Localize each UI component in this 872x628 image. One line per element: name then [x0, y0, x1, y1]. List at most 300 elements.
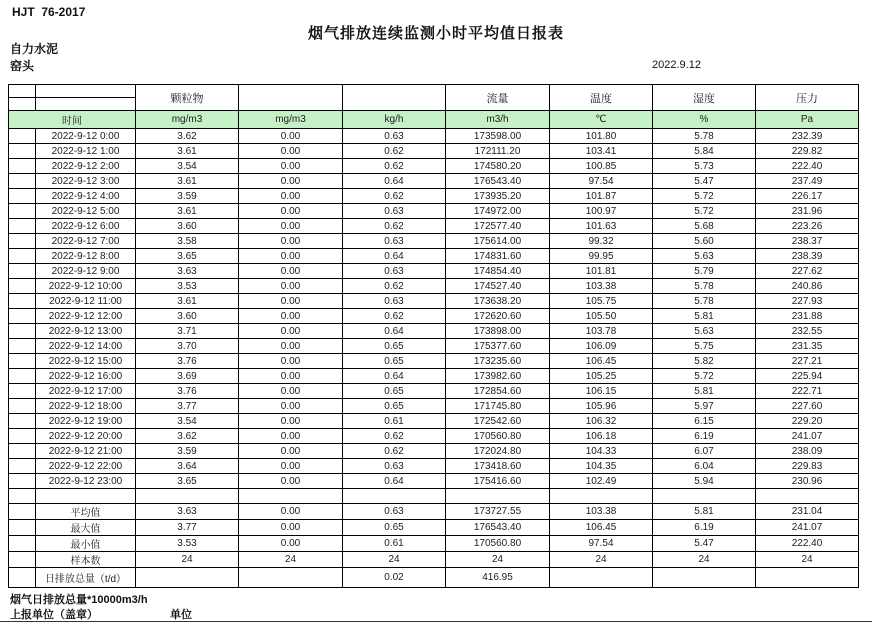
- table-row: [9, 474, 859, 489]
- cell-value: 172542.60: [446, 414, 550, 429]
- cell-value: 416.95: [446, 568, 550, 588]
- cell-value: 223.26: [756, 219, 859, 234]
- cell-value: 174527.40: [446, 279, 550, 294]
- cell-value: 3.71: [136, 324, 239, 339]
- cell-time: 2022-9-12 3:00: [36, 174, 136, 189]
- cell-time: 2022-9-12 16:00: [36, 369, 136, 384]
- cell-value: [239, 568, 343, 588]
- cell-value: 106.32: [550, 414, 653, 429]
- cell-value: 5.81: [653, 384, 756, 399]
- cell-value: 238.39: [756, 249, 859, 264]
- cell-value: 24: [239, 552, 343, 568]
- cell-value: 106.09: [550, 339, 653, 354]
- cell-value: 3.61: [136, 144, 239, 159]
- spacer-cell: [9, 294, 36, 309]
- table-row: [9, 399, 859, 414]
- summary-row: [9, 504, 859, 520]
- table-row: [9, 339, 859, 354]
- cell-value: 231.88: [756, 309, 859, 324]
- cell-value: 0.00: [239, 219, 343, 234]
- cell-value: 104.35: [550, 459, 653, 474]
- cell-value: 174580.20: [446, 159, 550, 174]
- cell-value: 0.00: [239, 234, 343, 249]
- cell-value: 5.94: [653, 474, 756, 489]
- table-row: [9, 459, 859, 474]
- cell-value: 172111.20: [446, 144, 550, 159]
- cell-value: 5.60: [653, 234, 756, 249]
- cell-value: 5.47: [653, 536, 756, 552]
- cell-value: 174972.00: [446, 204, 550, 219]
- cell-value: 170560.80: [446, 536, 550, 552]
- col-header-blank1: [239, 85, 343, 111]
- cell-value: 5.73: [653, 159, 756, 174]
- cell-value: 0.00: [239, 474, 343, 489]
- cell-value: 0.63: [343, 234, 446, 249]
- cell-value: 232.55: [756, 324, 859, 339]
- table-row: [9, 429, 859, 444]
- cell-value: 172577.40: [446, 219, 550, 234]
- table-row: [9, 189, 859, 204]
- cell-value: 5.75: [653, 339, 756, 354]
- cell-value: 3.58: [136, 234, 239, 249]
- summary-label: 平均值: [36, 504, 136, 520]
- spacer-cell: [9, 414, 36, 429]
- cell-time: 2022-9-12 21:00: [36, 444, 136, 459]
- cell-value: 173727.55: [446, 504, 550, 520]
- cell-value: 173935.20: [446, 189, 550, 204]
- cell-value: 5.63: [653, 249, 756, 264]
- spacer-cell: [9, 399, 36, 414]
- cell-value: 0.00: [239, 129, 343, 144]
- cell-time: 2022-9-12 8:00: [36, 249, 136, 264]
- cell-value: 0.65: [343, 520, 446, 536]
- empty-cell: [36, 489, 136, 504]
- cell-value: 0.64: [343, 324, 446, 339]
- empty-cell: [9, 489, 36, 504]
- unit-cell: m3/h: [446, 111, 550, 129]
- cell-value: 24: [136, 552, 239, 568]
- cell-value: 106.45: [550, 354, 653, 369]
- cell-value: 5.72: [653, 204, 756, 219]
- cell-value: 3.65: [136, 474, 239, 489]
- cell-value: 0.00: [239, 459, 343, 474]
- table-row: [9, 159, 859, 174]
- cell-value: 3.59: [136, 189, 239, 204]
- spacer-cell: [9, 159, 36, 174]
- cell-value: 5.84: [653, 144, 756, 159]
- spacer-cell: [9, 568, 36, 588]
- cell-value: 173598.00: [446, 129, 550, 144]
- cell-value: 0.00: [239, 174, 343, 189]
- table-row: [9, 324, 859, 339]
- cell-time: 2022-9-12 14:00: [36, 339, 136, 354]
- summary-row: [9, 568, 859, 588]
- cell-value: 227.62: [756, 264, 859, 279]
- table-row: [9, 174, 859, 189]
- spacer-cell: [9, 504, 36, 520]
- cell-value: 106.15: [550, 384, 653, 399]
- summary-row: [9, 552, 859, 568]
- cell-value: 5.63: [653, 324, 756, 339]
- spacer-cell: [9, 189, 36, 204]
- standard-code: HJT 76-2017: [12, 5, 86, 19]
- cell-value: 3.61: [136, 204, 239, 219]
- cell-value: [136, 568, 239, 588]
- table-row: [9, 279, 859, 294]
- unit-label: 单位: [170, 609, 192, 621]
- cell-value: 101.87: [550, 189, 653, 204]
- cell-time: 2022-9-12 15:00: [36, 354, 136, 369]
- cell-value: 0.63: [343, 504, 446, 520]
- cell-value: 5.68: [653, 219, 756, 234]
- cell-value: 6.19: [653, 520, 756, 536]
- col-header-temperature: 温度: [550, 85, 653, 111]
- cell-value: 172620.60: [446, 309, 550, 324]
- empty-cell: [653, 489, 756, 504]
- cell-value: 176543.40: [446, 520, 550, 536]
- cell-time: 2022-9-12 12:00: [36, 309, 136, 324]
- cell-value: 0.00: [239, 159, 343, 174]
- cell-value: 173418.60: [446, 459, 550, 474]
- cell-value: 3.60: [136, 219, 239, 234]
- cell-time: 2022-9-12 7:00: [36, 234, 136, 249]
- summary-label: 样本数: [36, 552, 136, 568]
- spacer-cell: [9, 219, 36, 234]
- cell-time: 2022-9-12 9:00: [36, 264, 136, 279]
- cell-value: 232.39: [756, 129, 859, 144]
- cell-value: 3.63: [136, 264, 239, 279]
- empty-cell: [550, 489, 653, 504]
- cell-value: 104.33: [550, 444, 653, 459]
- cell-value: 231.04: [756, 504, 859, 520]
- cell-value: [550, 568, 653, 588]
- header-blank-cell: [36, 98, 136, 111]
- summary-label: 最小值: [36, 536, 136, 552]
- empty-cell: [343, 489, 446, 504]
- cell-value: 0.64: [343, 369, 446, 384]
- spacer-cell: [9, 429, 36, 444]
- cell-time: 2022-9-12 2:00: [36, 159, 136, 174]
- cell-time: 2022-9-12 5:00: [36, 204, 136, 219]
- cell-value: 0.00: [239, 279, 343, 294]
- cell-value: 24: [343, 552, 446, 568]
- cell-value: 0.00: [239, 384, 343, 399]
- cell-value: 0.62: [343, 444, 446, 459]
- cell-value: 171745.80: [446, 399, 550, 414]
- cell-value: 229.83: [756, 459, 859, 474]
- cell-value: 3.62: [136, 429, 239, 444]
- cell-value: 173982.60: [446, 369, 550, 384]
- spacer-cell: [9, 369, 36, 384]
- cell-time: 2022-9-12 11:00: [36, 294, 136, 309]
- cell-value: 5.78: [653, 294, 756, 309]
- spacer-cell: [9, 474, 36, 489]
- summary-label: 最大值: [36, 520, 136, 536]
- separator-row: [9, 489, 859, 504]
- cell-value: 0.64: [343, 474, 446, 489]
- cell-value: 101.80: [550, 129, 653, 144]
- cell-value: [653, 568, 756, 588]
- cell-value: 3.54: [136, 414, 239, 429]
- unit-cell: %: [653, 111, 756, 129]
- cell-time: 2022-9-12 4:00: [36, 189, 136, 204]
- summary-rows: [9, 504, 859, 588]
- unit-cell: Pa: [756, 111, 859, 129]
- cell-value: 3.62: [136, 129, 239, 144]
- cell-value: 6.19: [653, 429, 756, 444]
- empty-cell: [756, 489, 859, 504]
- cell-value: 105.96: [550, 399, 653, 414]
- footer-note: 烟气日排放总量*10000m3/h: [10, 594, 148, 606]
- cell-value: 175416.60: [446, 474, 550, 489]
- cell-value: 105.50: [550, 309, 653, 324]
- cell-value: 0.00: [239, 369, 343, 384]
- cell-value: 240.86: [756, 279, 859, 294]
- cell-value: 0.63: [343, 129, 446, 144]
- cell-value: 0.65: [343, 399, 446, 414]
- cell-value: 0.62: [343, 144, 446, 159]
- cell-time: 2022-9-12 23:00: [36, 474, 136, 489]
- cell-value: 175377.60: [446, 339, 550, 354]
- cell-value: 225.94: [756, 369, 859, 384]
- cell-value: 24: [446, 552, 550, 568]
- spacer-cell: [9, 264, 36, 279]
- cell-value: 0.00: [239, 354, 343, 369]
- table-row: [9, 129, 859, 144]
- unit-cell: mg/m3: [136, 111, 239, 129]
- cell-value: 176543.40: [446, 174, 550, 189]
- cell-value: 227.60: [756, 399, 859, 414]
- cell-value: 100.97: [550, 204, 653, 219]
- cell-value: 106.18: [550, 429, 653, 444]
- spacer-cell: [9, 339, 36, 354]
- spacer-cell: [9, 98, 36, 111]
- company-name: 自力水泥: [10, 42, 59, 56]
- cell-time: 2022-9-12 10:00: [36, 279, 136, 294]
- spacer-cell: [9, 144, 36, 159]
- cell-value: 6.04: [653, 459, 756, 474]
- cell-value: 5.78: [653, 279, 756, 294]
- unit-cell: kg/h: [343, 111, 446, 129]
- cell-value: 5.82: [653, 354, 756, 369]
- cell-value: 222.71: [756, 384, 859, 399]
- cell-value: 5.47: [653, 174, 756, 189]
- cell-value: 103.38: [550, 504, 653, 520]
- cell-time: 2022-9-12 22:00: [36, 459, 136, 474]
- cell-value: 0.64: [343, 174, 446, 189]
- cell-value: 0.00: [239, 399, 343, 414]
- cell-value: 229.20: [756, 414, 859, 429]
- cell-value: 3.53: [136, 279, 239, 294]
- cell-value: 0.62: [343, 279, 446, 294]
- cell-value: 0.00: [239, 144, 343, 159]
- spacer-cell: [9, 384, 36, 399]
- cell-time: 2022-9-12 13:00: [36, 324, 136, 339]
- cell-value: 173638.20: [446, 294, 550, 309]
- spacer-cell: [9, 174, 36, 189]
- cell-value: 3.63: [136, 504, 239, 520]
- cell-value: 105.25: [550, 369, 653, 384]
- spacer-cell: [9, 459, 36, 474]
- cell-value: 173235.60: [446, 354, 550, 369]
- cell-value: 222.40: [756, 536, 859, 552]
- cell-value: 0.62: [343, 219, 446, 234]
- spacer-cell: [9, 279, 36, 294]
- cell-value: 97.54: [550, 536, 653, 552]
- cell-value: 226.17: [756, 189, 859, 204]
- table-row: [9, 309, 859, 324]
- cell-value: 24: [756, 552, 859, 568]
- header-blank-cell: [36, 85, 136, 98]
- cell-value: 175614.00: [446, 234, 550, 249]
- spacer-cell: [9, 536, 36, 552]
- col-header-flow: 流量: [446, 85, 550, 111]
- table-row: [9, 264, 859, 279]
- cell-value: 174831.60: [446, 249, 550, 264]
- cell-value: 105.75: [550, 294, 653, 309]
- cell-value: 0.00: [239, 429, 343, 444]
- col-header-particulate: 颗粒物: [136, 85, 239, 111]
- spacer-cell: [9, 85, 36, 98]
- cell-value: 172854.60: [446, 384, 550, 399]
- table-row: [9, 444, 859, 459]
- site-name: 窑头: [10, 59, 35, 73]
- report-table: [8, 84, 859, 588]
- cell-value: 0.00: [239, 309, 343, 324]
- spacer-cell: [9, 324, 36, 339]
- cell-value: 0.00: [239, 189, 343, 204]
- spacer-cell: [9, 444, 36, 459]
- spacer-cell: [9, 309, 36, 324]
- spacer-cell: [9, 520, 36, 536]
- cell-value: 0.00: [239, 204, 343, 219]
- cell-value: 0.00: [239, 324, 343, 339]
- unit-cell: mg/m3: [239, 111, 343, 129]
- report-unit-label: 上报单位（盖章）: [10, 609, 98, 621]
- cell-value: 241.07: [756, 429, 859, 444]
- table-row: [9, 219, 859, 234]
- cell-value: 3.54: [136, 159, 239, 174]
- cell-value: 0.62: [343, 159, 446, 174]
- cell-value: 0.00: [239, 249, 343, 264]
- cell-value: 230.96: [756, 474, 859, 489]
- cell-value: 6.15: [653, 414, 756, 429]
- hour-rows: [9, 129, 859, 489]
- cell-value: 3.53: [136, 536, 239, 552]
- cell-value: 3.61: [136, 294, 239, 309]
- cell-value: 174854.40: [446, 264, 550, 279]
- cell-value: 3.64: [136, 459, 239, 474]
- cell-value: 0.63: [343, 294, 446, 309]
- spacer-cell: [9, 552, 36, 568]
- cell-value: 172024.80: [446, 444, 550, 459]
- cell-value: 5.81: [653, 309, 756, 324]
- col-header-blank2: [343, 85, 446, 111]
- cell-value: 103.78: [550, 324, 653, 339]
- cell-value: 99.95: [550, 249, 653, 264]
- empty-cell: [446, 489, 550, 504]
- cell-value: 0.00: [239, 536, 343, 552]
- cell-time: 2022-9-12 20:00: [36, 429, 136, 444]
- cell-time: 2022-9-12 0:00: [36, 129, 136, 144]
- table-row: [9, 234, 859, 249]
- time-header-cell: 时间: [9, 111, 136, 129]
- cell-value: 101.63: [550, 219, 653, 234]
- table-row: [9, 384, 859, 399]
- cell-value: 103.41: [550, 144, 653, 159]
- cell-value: 99.32: [550, 234, 653, 249]
- cell-value: 5.79: [653, 264, 756, 279]
- cell-value: 3.70: [136, 339, 239, 354]
- cell-value: 238.37: [756, 234, 859, 249]
- cell-value: 229.82: [756, 144, 859, 159]
- cell-value: 0.00: [239, 444, 343, 459]
- cell-value: 3.60: [136, 309, 239, 324]
- unit-row: [9, 111, 859, 129]
- cell-value: 0.64: [343, 249, 446, 264]
- cell-value: 0.62: [343, 429, 446, 444]
- table-row: [9, 354, 859, 369]
- cell-value: 0.00: [239, 264, 343, 279]
- group-header-row: [9, 85, 859, 98]
- cell-value: 3.59: [136, 444, 239, 459]
- cell-value: 170560.80: [446, 429, 550, 444]
- summary-label: 日排放总量（t/d）: [36, 568, 136, 588]
- cell-value: 24: [550, 552, 653, 568]
- table-row: [9, 294, 859, 309]
- table-row: [9, 414, 859, 429]
- cell-value: 24: [653, 552, 756, 568]
- cell-value: 3.65: [136, 249, 239, 264]
- spacer-cell: [9, 234, 36, 249]
- cell-value: 5.72: [653, 369, 756, 384]
- cell-time: 2022-9-12 1:00: [36, 144, 136, 159]
- cell-value: 227.21: [756, 354, 859, 369]
- cell-value: 0.00: [239, 504, 343, 520]
- cell-value: 0.65: [343, 384, 446, 399]
- report-title: 烟气排放连续监测小时平均值日报表: [307, 25, 564, 42]
- cell-time: 2022-9-12 17:00: [36, 384, 136, 399]
- cell-value: 0.02: [343, 568, 446, 588]
- cell-value: 5.72: [653, 189, 756, 204]
- unit-cell: ℃: [550, 111, 653, 129]
- cell-value: 0.65: [343, 354, 446, 369]
- table-row: [9, 204, 859, 219]
- cell-value: 0.62: [343, 189, 446, 204]
- bottom-rule: [0, 621, 872, 622]
- col-header-pressure: 压力: [756, 85, 859, 111]
- cell-value: 0.61: [343, 536, 446, 552]
- cell-value: 0.00: [239, 294, 343, 309]
- cell-value: 0.00: [239, 339, 343, 354]
- cell-value: 100.85: [550, 159, 653, 174]
- spacer-cell: [9, 354, 36, 369]
- table-row: [9, 144, 859, 159]
- cell-value: 173898.00: [446, 324, 550, 339]
- cell-time: 2022-9-12 19:00: [36, 414, 136, 429]
- cell-value: 3.77: [136, 399, 239, 414]
- cell-value: 0.62: [343, 309, 446, 324]
- spacer-cell: [9, 249, 36, 264]
- summary-row: [9, 536, 859, 552]
- cell-value: 237.49: [756, 174, 859, 189]
- empty-cell: [136, 489, 239, 504]
- cell-value: 0.63: [343, 204, 446, 219]
- cell-value: 97.54: [550, 174, 653, 189]
- cell-value: 3.76: [136, 384, 239, 399]
- cell-value: 5.97: [653, 399, 756, 414]
- cell-value: 101.81: [550, 264, 653, 279]
